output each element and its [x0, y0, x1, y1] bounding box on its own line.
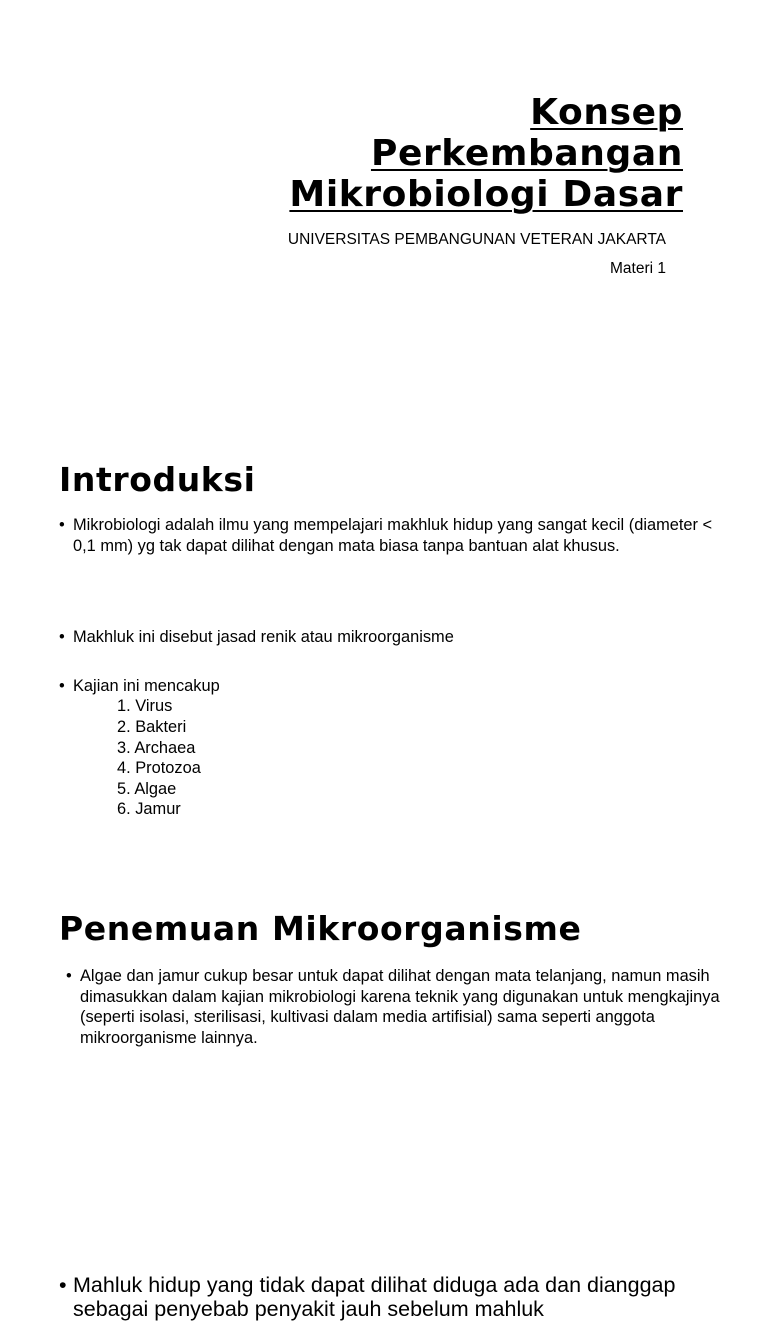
intro-bullet-algae-text: Algae dan jamur cukup besar untuk dapat dilihat dengan mata telanjang, namun masih dimasukkan dalam kajian mikrobiologi karena teknik yang digunakan untuk mengkajinya (seperti isolasi, sterilisasi, kultivasi dalam media artifisial) sama seperti anggota mikroorganisme lainnya. — [80, 966, 720, 1047]
penemuan-heading: Penemuan Mikroorganisme — [59, 909, 582, 948]
intro-bullet-scope — [59, 676, 733, 820]
intro-bullet-scope-text: Kajian ini mencakup — [73, 676, 220, 695]
intro-bullet-name — [59, 627, 733, 648]
institution-subtitle: UNIVERSITAS PEMBANGUNAN VETERAN JAKARTA — [287, 231, 666, 248]
slide-title — [243, 92, 683, 215]
title-line-2: Perkembangan — [370, 133, 683, 174]
title-slide — [0, 0, 768, 430]
materi-subtitle: Materi 1 — [610, 260, 666, 277]
penemuan-bullet-1 — [59, 1273, 733, 1321]
scope-list-item: 6. Jamur — [117, 800, 181, 819]
title-line-3: Mikrobiologi Dasar — [289, 174, 683, 215]
penemuan-bullet-1-text: Mahluk hidup yang tidak dapat dilihat diduga ada dan dianggap sebagai penyebab penyakit jauh sebelum mahluk — [73, 1273, 676, 1321]
scope-list-item: 5. Algae — [117, 779, 177, 798]
intro-bullet-definition-text: Mikrobiologi adalah ilmu yang mempelajari makhluk hidup yang sangat kecil (diameter < 0,1 mm) yg tak dapat dilihat dengan mata biasa tanpa bantuan alat khusus. — [73, 516, 713, 555]
scope-list-item: 1. Virus — [117, 697, 173, 716]
scope-numbered-list — [73, 696, 733, 820]
scope-list-item: 3. Archaea — [117, 738, 196, 757]
intro-heading: Introduksi — [59, 460, 256, 499]
title-line-1: Konsep — [530, 92, 683, 133]
scope-list-item: 4. Protozoa — [117, 759, 201, 778]
intro-bullet-definition — [59, 515, 733, 556]
intro-bullet-algae — [66, 966, 730, 1048]
scope-list-item: 2. Bakteri — [117, 717, 187, 736]
intro-bullet-name-text: Makhluk ini disebut jasad renik atau mikroorganisme — [73, 628, 454, 647]
